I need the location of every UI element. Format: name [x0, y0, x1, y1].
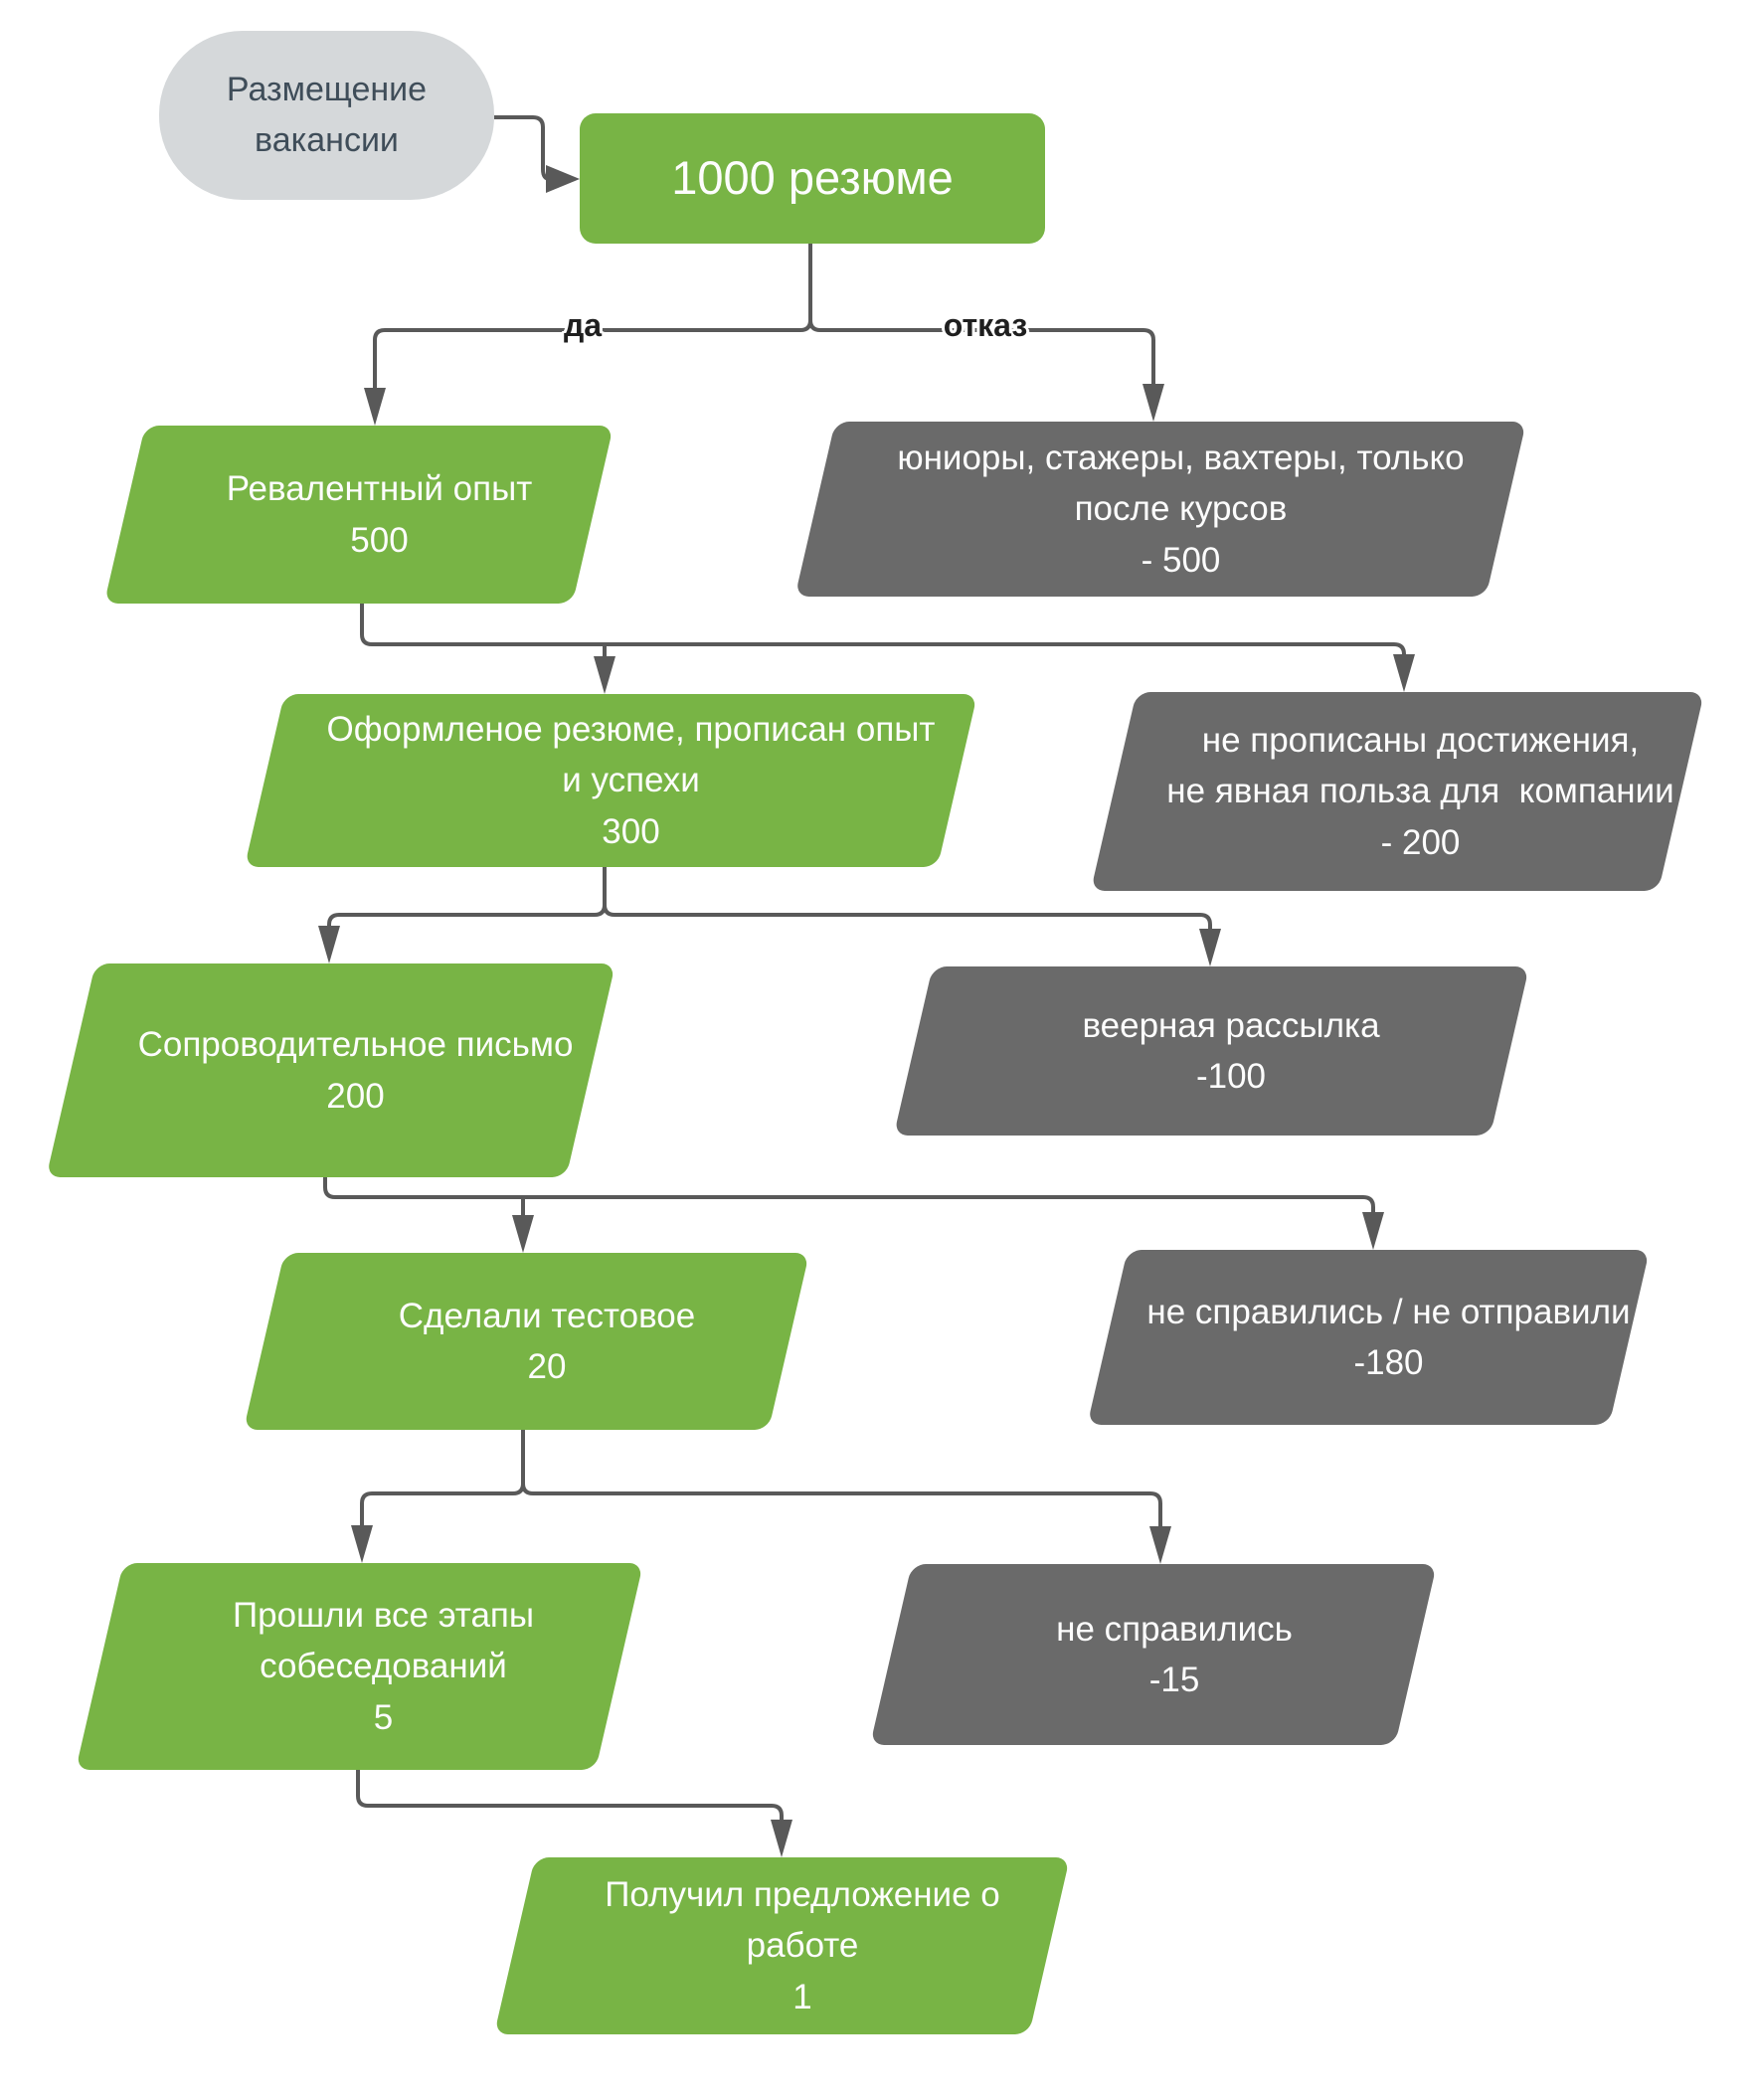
- node-line: не явная польза для компании: [1166, 772, 1674, 811]
- node-line: 500: [350, 520, 409, 560]
- node-line: - 500: [1141, 540, 1221, 580]
- node-line: собеседований: [260, 1647, 507, 1686]
- node-line: 200: [326, 1076, 385, 1116]
- node-juniors-rejected: [835, 422, 1526, 597]
- node-line: Оформленое резюме, прописан опыт: [326, 710, 936, 750]
- node-test-done: [284, 1253, 809, 1430]
- node-formatted-resume: [284, 694, 977, 867]
- node-line: Прошли все этапы: [232, 1596, 535, 1636]
- node-passed-interviews: [123, 1563, 643, 1770]
- connector-test-split: [351, 1430, 1171, 1564]
- node-line: Размещение: [226, 71, 428, 108]
- node-line: вакансии: [255, 121, 399, 159]
- node-interview-failed: [912, 1564, 1437, 1745]
- node-line: 5: [373, 1697, 394, 1737]
- node-line: 1: [792, 1977, 812, 2016]
- edge-label-yes: да: [563, 307, 603, 343]
- node-test-failed: [1128, 1250, 1650, 1425]
- edge-label-rejection: отказ: [943, 307, 1028, 343]
- node-line: -15: [1148, 1661, 1200, 1699]
- node-no-achievements: [1137, 692, 1704, 891]
- node-line: -180: [1353, 1343, 1424, 1382]
- node-line: юниоры, стажеры, вахтеры, только: [897, 438, 1465, 478]
- node-line: 1000 резюме: [671, 151, 954, 205]
- node-job-offer: [535, 1857, 1070, 2034]
- node-line: Ревалентный опыт: [226, 469, 533, 509]
- node-line: 20: [527, 1347, 567, 1386]
- node-line: - 200: [1380, 822, 1461, 862]
- node-line: не справились / не отправили: [1146, 1292, 1631, 1331]
- node-line: не справились: [1056, 1609, 1293, 1649]
- node-relevant-experience: [145, 426, 614, 604]
- node-1000-resumes: [580, 113, 1045, 244]
- node-line: веерная рассылка: [1082, 1005, 1380, 1045]
- connector-formatted-split: [318, 867, 1221, 966]
- node-line: не прописаны достижения,: [1201, 721, 1640, 761]
- node-line: Получил предложение о: [605, 1875, 1000, 1915]
- connector-start-to-resumes: [494, 117, 580, 193]
- node-cover-letter: [95, 963, 615, 1177]
- node-line: и успехи: [562, 761, 700, 800]
- connector-relevant-split: [362, 604, 1415, 694]
- node-line: -100: [1195, 1057, 1267, 1096]
- connector-interviews-to-offer: [358, 1770, 792, 1857]
- node-line: работе: [746, 1926, 859, 1966]
- node-line: после курсов: [1074, 489, 1288, 529]
- node-line: Сопроводительное письмо: [137, 1025, 574, 1065]
- connector-cover-letter-split: [325, 1177, 1384, 1253]
- node-start-vacancy: [159, 31, 494, 200]
- node-mass-mailing: [933, 966, 1529, 1136]
- node-line: 300: [602, 811, 660, 851]
- node-line: Сделали тестовое: [398, 1296, 696, 1335]
